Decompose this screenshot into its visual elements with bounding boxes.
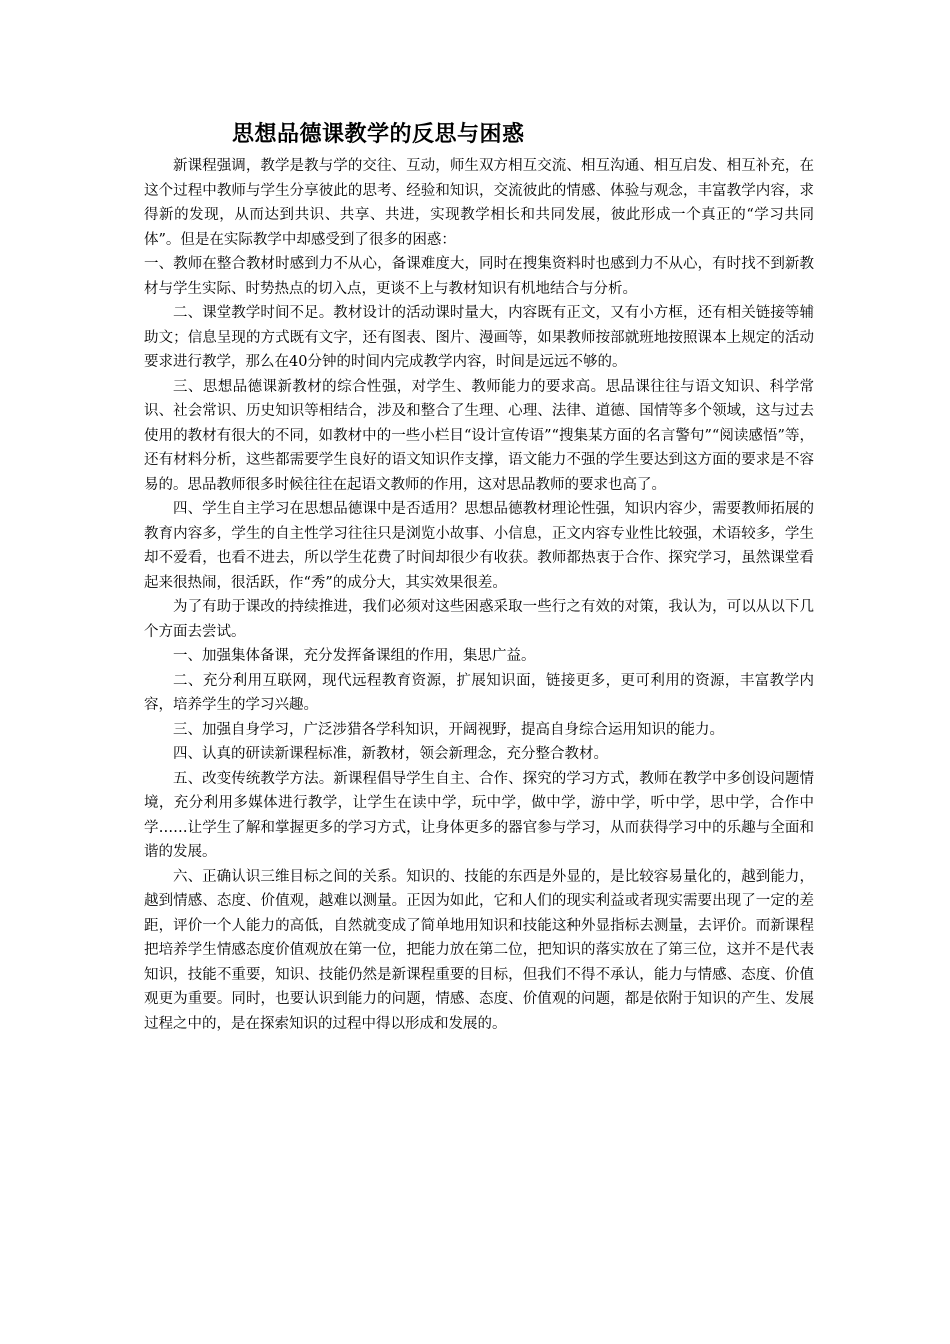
- paragraph-measure-4: 四、认真的研读新课程标准，新教材，领会新理念，充分整合教材。: [173, 746, 608, 762]
- paragraph-transition: 为了有助于课改的持续推进，我们必须对这些困惑采取一些行之有效的对策，我认为，可以从以下几个方面去尝试。: [144, 599, 814, 640]
- document-title: 思想品德课教学的反思与困惑: [232, 121, 525, 147]
- paragraph-problem-4: 四、学生自主学习在思想品德课中是否适用？思想品德教材理论性强，知识内容少，需要教师拓展的教育内容多，学生的自主性学习往往只是浏览小故事、小信息，正文内容专业性比较强，术语较多，学生却不爱看，也看不进去，所以学生花费了时间却很少有收获。教师都热衷于合作、探究学习，虽然课堂看起来很热闹，很活跃，作“秀”的成分大，其实效果很差。: [144, 501, 814, 591]
- paragraph-intro: 新课程强调，教学是教与学的交往、互动，师生双方相互交流、相互沟通、相互启发、相互补充，在这个过程中教师与学生分享彼此的思考、经验和知识，交流彼此的情感、体验与观念，丰富教学内容，求得新的发现，从而达到共识、共享、共进，实现教学相长和共同发展，彼此形成一个真正的“学习共同体”。但是在实际教学中却感受到了很多的困惑：: [144, 158, 814, 248]
- paragraph-problem-2: 二、课堂教学时间不足。教材设计的活动课时量大，内容既有正文，又有小方框，还有相关链接等辅助文；信息呈现的方式既有文字，还有图表、图片、漫画等，如果教师按部就班地按照课本上规定的活动要求进行教学，那么在40分钟的时间内完成教学内容，时间是远远不够的。: [144, 305, 814, 370]
- paragraph-problem-3: 三、思想品德课新教材的综合性强，对学生、教师能力的要求高。思品课往往与语文知识、科学常识、社会常识、历史知识等相结合，涉及和整合了生理、心理、法律、道德、国情等多个领域，这与过去使用的教材有很大的不同，如教材中的一些小栏目“设计宣传语”“搜集某方面的名言警句”“阅读感悟”等，还有材料分析，这些都需要学生良好的语文知识作支撑，语文能力不强的学生要达到这方面的要求是不容易的。思品教师很多时候往往在起语文教师的作用，这对思品教师的要求也高了。: [144, 378, 814, 493]
- paragraph-problem-1: 一、教师在整合教材时感到力不从心，备课难度大，同时在搜集资料时也感到力不从心，有时找不到新教材与学生实际、时势热点的切入点，更谈不上与教材知识有机地结合与分析。: [144, 256, 814, 297]
- paragraph-measure-6: 六、正确认识三维目标之间的关系。知识的、技能的东西是外显的，是比较容易量化的，越到能力，越到情感、态度、价值观，越难以测量。正因为如此，它和人们的现实利益或者现实需要出现了一定的差距，评价一个人能力的高低，自然就变成了简单地用知识和技能这种外显指标去测量，去评价。而新课程把培养学生情感态度价值观放在第一位，把能力放在第二位，把知识的落实放在了第三位，这并不是代表知识，技能不重要，知识、技能仍然是新课程重要的目标，但我们不得不承认，能力与情感、态度、价值观更为重要。同时，也要认识到能力的问题，情感、态度、价值观的问题，都是依附于知识的产生、发展过程之中的，是在探索知识的过程中得以形成和发展的。: [144, 868, 814, 1032]
- paragraph-measure-2: 二、充分利用互联网，现代远程教育资源，扩展知识面，链接更多，更可利用的资源，丰富教学内容，培养学生的学习兴趣。: [144, 672, 814, 713]
- paragraph-measure-1: 一、加强集体备课，充分发挥备课组的作用，集思广益。: [173, 648, 536, 664]
- paragraph-measure-3: 三、加强自身学习，广泛涉猎各学科知识，开阔视野，提高自身综合运用知识的能力。: [173, 721, 724, 738]
- document-page: [144, 118, 814, 1036]
- paragraph-measure-5: 五、改变传统教学方法。新课程倡导学生自主、合作、探究的学习方式，教师在教学中多创设问题情境，充分利用多媒体进行教学，让学生在读中学，玩中学，做中学，游中学，听中学，思中学，合作中学……让学生了解和掌握更多的学习方式，让身体更多的器官参与学习，从而获得学习中的乐趣与全面和谐的发展。: [144, 770, 814, 860]
